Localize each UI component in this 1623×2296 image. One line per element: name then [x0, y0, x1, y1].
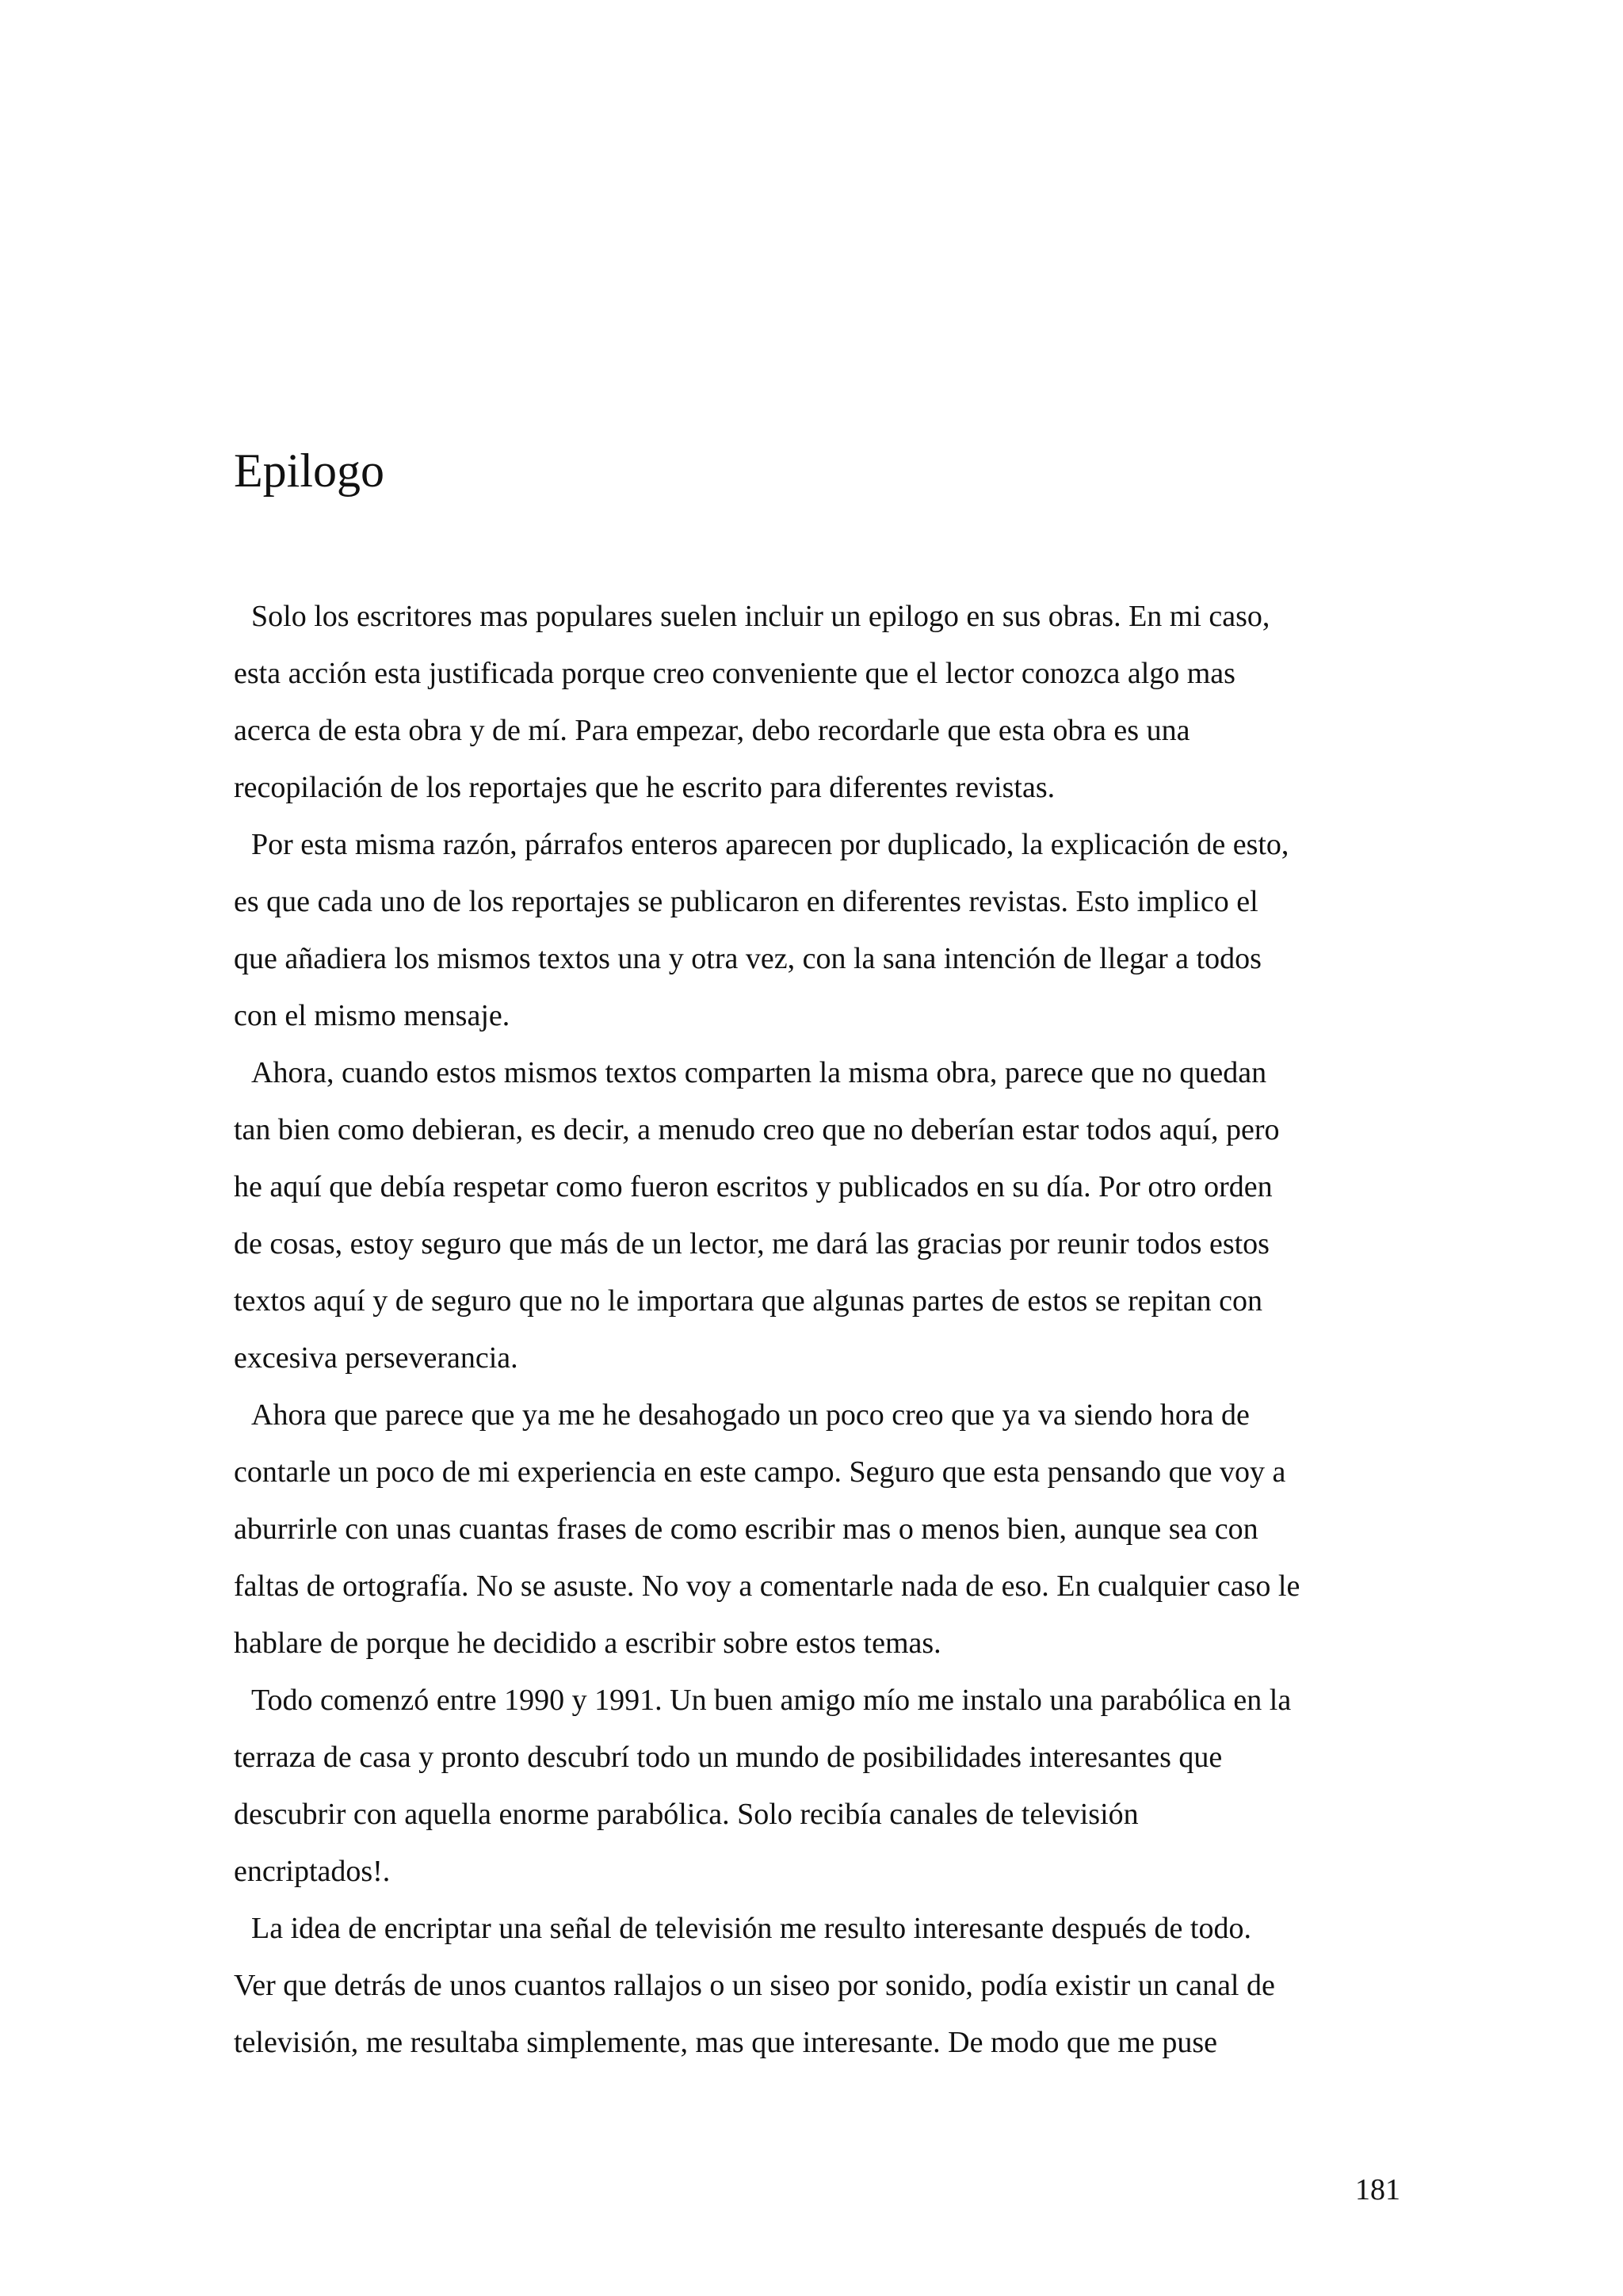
text-line: excesiva perseverancia.: [234, 1341, 518, 1375]
text-line: acerca de esta obra y de mí. Para empezar, debo recordarle que esta obra es una: [234, 714, 1190, 747]
text-line: contarle un poco de mi experiencia en este campo. Seguro que esta pensando que voy a: [234, 1455, 1286, 1489]
text-line: faltas de ortografía. No se asuste. No voy a comentarle nada de eso. En cualquier caso le: [234, 1569, 1300, 1603]
text-line: aburrirle con unas cuantas frases de como escribir mas o menos bien, aunque sea con: [234, 1512, 1258, 1546]
text-line: textos aquí y de seguro que no le importara que algunas partes de estos se repitan con: [234, 1284, 1262, 1318]
text-line: descubrir con aquella enorme parabólica. Solo recibía canales de televisión: [234, 1798, 1139, 1831]
paragraph-6: [234, 1900, 1403, 2071]
chapter-title: Epilogo: [234, 444, 384, 497]
paragraph-5: [234, 1672, 1403, 1900]
text-line: recopilación de los reportajes que he escrito para diferentes revistas.: [234, 771, 1056, 804]
body-text: [234, 588, 1403, 2071]
text-line: Ahora, cuando estos mismos textos comparten la misma obra, parece que no quedan: [251, 1056, 1267, 1089]
text-line: esta acción esta justificada porque creo conveniente que el lector conozca algo mas: [234, 657, 1235, 690]
text-line: Solo los escritores mas populares suelen incluir un epilogo en sus obras. En mi caso,: [251, 600, 1270, 633]
text-line: Ahora que parece que ya me he desahogado un poco creo que ya va siendo hora de: [251, 1398, 1250, 1432]
text-line: es que cada uno de los reportajes se publicaron en diferentes revistas. Esto implico el: [234, 885, 1258, 918]
page-number: 181: [1355, 2173, 1400, 2206]
paragraph-1: [234, 588, 1403, 816]
paragraph-4: [234, 1386, 1403, 1672]
text-line: de cosas, estoy seguro que más de un lector, me dará las gracias por reunir todos estos: [234, 1227, 1270, 1261]
text-line: Por esta misma razón, párrafos enteros aparecen por duplicado, la explicación de esto,: [251, 828, 1289, 861]
paragraph-3: [234, 1044, 1403, 1386]
text-line: Todo comenzó entre 1990 y 1991. Un buen amigo mío me instalo una parabólica en la: [251, 1684, 1292, 1717]
text-line: Ver que detrás de unos cuantos rallajos o un siseo por sonido, podía existir un canal de: [234, 1969, 1275, 2002]
text-line: que añadiera los mismos textos una y otra vez, con la sana intención de llegar a todos: [234, 942, 1262, 975]
text-line: he aquí que debía respetar como fueron escritos y publicados en su día. Por otro orden: [234, 1170, 1273, 1203]
text-line: La idea de encriptar una señal de televisión me resulto interesante después de todo.: [251, 1912, 1251, 1945]
paragraph-2: [234, 816, 1403, 1044]
text-line: terraza de casa y pronto descubrí todo un mundo de posibilidades interesantes que: [234, 1741, 1223, 1774]
text-line: televisión, me resultaba simplemente, mas que interesante. De modo que me puse: [234, 2026, 1217, 2059]
text-line: encriptados!.: [234, 1855, 391, 1888]
text-line: tan bien como debieran, es decir, a menudo creo que no deberían estar todos aquí, pero: [234, 1113, 1280, 1146]
text-line: hablare de porque he decidido a escribir sobre estos temas.: [234, 1627, 941, 1660]
text-line: con el mismo mensaje.: [234, 999, 510, 1032]
